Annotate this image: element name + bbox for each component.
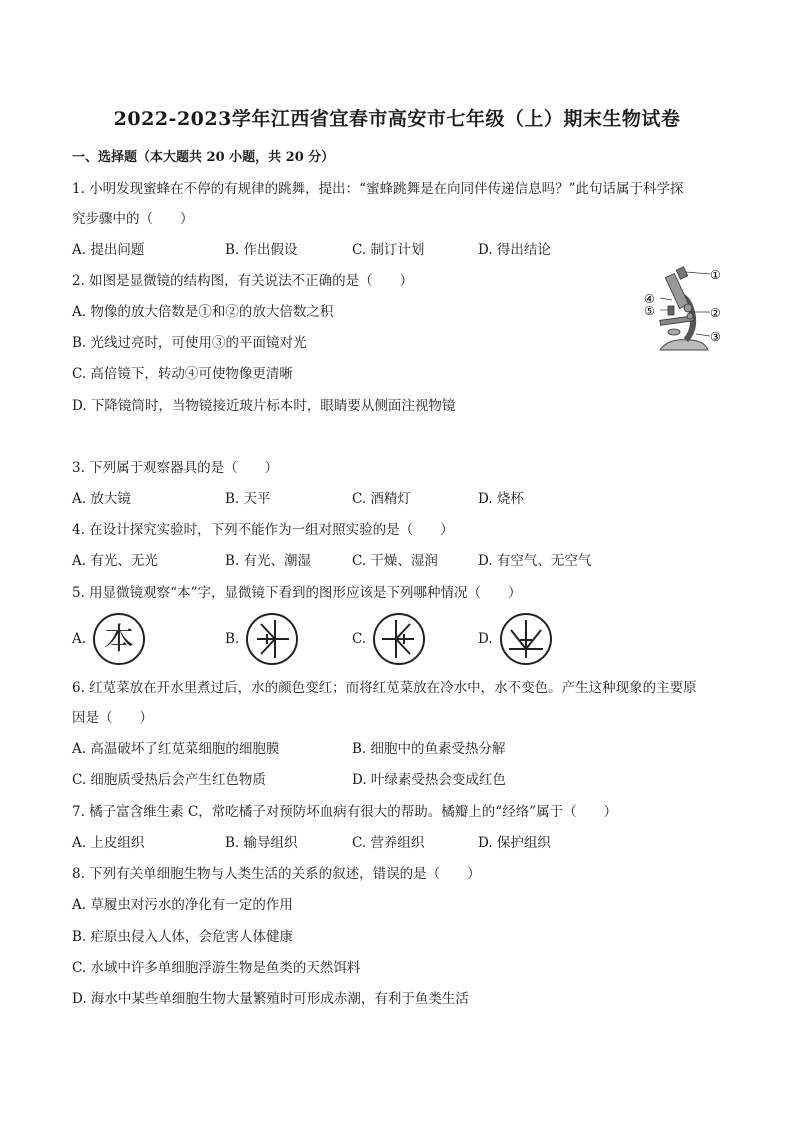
q4-option-a: A. 有光、无光 xyxy=(72,553,158,569)
q3-stem: 3. 下列属于观察器具的是（ ） xyxy=(72,460,279,476)
q1-option-c: C. 制订计划 xyxy=(352,242,425,258)
q6-option-b: B. 细胞中的鱼素受热分解 xyxy=(352,741,506,757)
section-heading: 一、选择题（本大题共 20 小题，共 20 分） xyxy=(72,150,335,165)
q2-option-d: D. 下降镜筒时，当物镜接近玻片标本时，眼睛要从侧面注视物镜 xyxy=(72,398,456,414)
q5-option-d-figure xyxy=(499,612,553,666)
microscope-label-5: ⑤ xyxy=(644,304,655,318)
q1-stem-line1: 1. 小明发现蜜蜂在不停的有规律的跳舞，提出：“蜜蜂跳舞是在向同伴传递信息吗？”此句话属于科学探 xyxy=(72,181,684,197)
q5-option-d-label: D. xyxy=(478,631,493,647)
q5-option-c-figure xyxy=(372,612,426,666)
q6-option-d: D. 叶绿素受热会变成红色 xyxy=(352,772,506,788)
q8-option-d: D. 海水中某些单细胞生物大量繁殖时可形成赤潮，有利于鱼类生活 xyxy=(72,991,469,1007)
q7-stem: 7. 橘子富含维生素 C，常吃橘子对预防坏血病有很大的帮助。橘瓣上的“经络”属于（ ） xyxy=(72,804,618,820)
q5-option-d xyxy=(478,612,553,666)
q5-option-c xyxy=(352,612,426,666)
q7-option-d: D. 保护组织 xyxy=(478,835,551,851)
q5-option-c-label: C. xyxy=(352,631,367,647)
q2-option-b: B. 光线过亮时，可使用③的平面镜对光 xyxy=(72,335,307,351)
q7-option-a: A. 上皮组织 xyxy=(72,835,145,851)
q5-option-a xyxy=(72,612,146,666)
q1-stem-line2: 究步骤中的（ ） xyxy=(72,211,194,227)
q5-option-b xyxy=(225,612,299,666)
q6-stem-line1: 6. 红苋菜放在开水里煮过后，水的颜色变红；而将红苋菜放在冷水中，水不变色。产生这种现象的主要原 xyxy=(72,680,697,696)
q3-option-b: B. 天平 xyxy=(225,491,271,507)
q7-option-c: C. 营养组织 xyxy=(352,835,425,851)
microscope-label-3: ③ xyxy=(710,330,721,344)
q4-stem: 4. 在设计探究实验时，下列不能作为一组对照实验的是（ ） xyxy=(72,522,454,538)
q5-option-a-char: 本 xyxy=(104,622,135,657)
q3-option-d: D. 烧杯 xyxy=(478,491,524,507)
q6-option-a: A. 高温破坏了红苋菜细胞的细胞膜 xyxy=(72,741,280,757)
q1-option-b: B. 作出假设 xyxy=(225,242,298,258)
q1-option-d: D. 得出结论 xyxy=(478,242,551,258)
q5-option-b-label: B. xyxy=(225,631,240,647)
q4-option-d: D. 有空气、无空气 xyxy=(478,553,592,569)
q7-option-b: B. 输导组织 xyxy=(225,835,298,851)
microscope-label-1: ① xyxy=(710,268,721,282)
q5-stem: 5. 用显微镜观察“本”字，显微镜下看到的图形应该是下列哪种情况（ ） xyxy=(72,585,522,601)
q5-option-a-figure xyxy=(92,612,146,666)
q2-stem: 2. 如图是显微镜的结构图，有关说法不正确的是（ ） xyxy=(72,273,414,289)
q1-option-a: A. 提出问题 xyxy=(72,242,145,258)
q8-option-a: A. 草履虫对污水的净化有一定的作用 xyxy=(72,897,293,913)
q8-option-b: B. 疟原虫侵入人体，会危害人体健康 xyxy=(72,929,294,945)
microscope-label-4: ④ xyxy=(644,292,655,306)
q5-option-b-figure xyxy=(245,612,299,666)
q2-option-c: C. 高倍镜下，转动④可使物像更清晰 xyxy=(72,366,293,382)
q5-option-a-label: A. xyxy=(72,631,87,647)
q2-option-a: A. 物像的放大倍数是①和②的放大倍数之积 xyxy=(72,304,334,320)
q4-option-b: B. 有光、潮湿 xyxy=(225,553,312,569)
microscope-label-2: ② xyxy=(710,306,721,320)
q6-option-c: C. 细胞质受热后会产生红色物质 xyxy=(72,772,266,788)
q3-option-a: A. 放大镜 xyxy=(72,491,131,507)
q8-stem: 8. 下列有关单细胞生物与人类生活的关系的叙述，错误的是（ ） xyxy=(72,866,481,882)
page-title: 2022-2023学年江西省宜春市高安市七年级（上）期末生物试卷 xyxy=(113,108,681,130)
q3-option-c: C. 酒精灯 xyxy=(352,491,411,507)
q4-option-c: C. 干燥、湿润 xyxy=(352,553,438,569)
q8-option-c: C. 水域中许多单细胞浮游生物是鱼类的天然饵料 xyxy=(72,960,361,976)
q6-stem-line2: 因是（ ） xyxy=(72,710,153,726)
microscope-figure xyxy=(638,266,728,358)
